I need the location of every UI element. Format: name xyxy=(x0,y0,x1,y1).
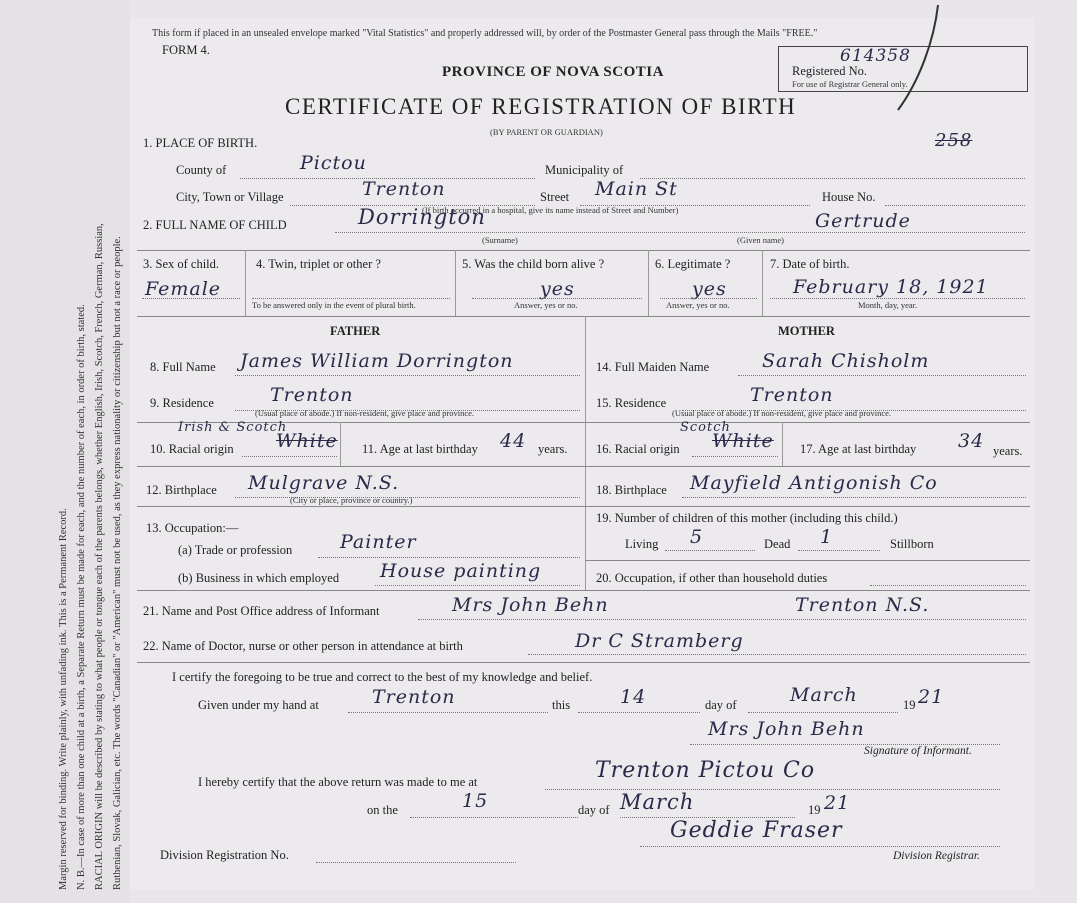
father-birthplace-label: 12. Birthplace xyxy=(146,483,217,497)
form-number: FORM 4. xyxy=(162,43,210,57)
municipality-label: Municipality of xyxy=(545,163,624,177)
mother-birthplace-label: 18. Birthplace xyxy=(596,483,667,497)
alive-label: 5. Was the child born alive ? xyxy=(462,257,605,271)
given-name-value: Gertrude xyxy=(815,210,911,232)
given-caption: (Given name) xyxy=(737,235,784,245)
mother-residence-note: (Usual place of abode.) If non-resident, give place and province. xyxy=(672,408,892,418)
father-residence-label: 9. Residence xyxy=(150,396,214,410)
registered-label: Registered No. xyxy=(792,64,867,78)
dead-label: Dead xyxy=(764,537,791,551)
full-name-label: 2. FULL NAME OF CHILD xyxy=(143,218,287,232)
certify-statement: I certify the foregoing to be true and correct to the best of my knowledge and belief. xyxy=(172,670,593,684)
given-at-value: Trenton xyxy=(372,686,456,708)
city-label: City, Town or Village xyxy=(176,190,284,204)
mother-race-label: 16. Racial origin xyxy=(596,442,680,456)
alive-value: yes xyxy=(540,278,575,300)
doctor-value: Dr C Stramberg xyxy=(575,630,744,652)
father-years: years. xyxy=(538,442,568,456)
made-at-value: Trenton Pictou Co xyxy=(595,758,816,783)
margin-note-1: N. B.—In case of more than one child at a birth, a Separate Return must be made for each, and the number of each, in order of birth, stated. xyxy=(76,304,87,890)
margin-note-0: Margin reserved for binding. Write plainly, with unfading ink. This is a Permanent Record. xyxy=(58,508,69,890)
on-day-of-label: day of xyxy=(578,803,610,817)
corner-number: 258 xyxy=(935,130,973,151)
surname-caption: (Surname) xyxy=(482,235,518,245)
day-value: 14 xyxy=(620,686,647,708)
county-value: Pictou xyxy=(300,152,367,174)
mother-birthplace-value: Mayfield Antigonish Co xyxy=(690,472,938,494)
registered-number: 614358 xyxy=(840,46,911,66)
trade-label: (a) Trade or profession xyxy=(178,543,293,557)
father-residence-value: Trenton xyxy=(270,384,354,406)
mother-age-label: 17. Age at last birthday xyxy=(800,442,917,456)
sex-value: Female xyxy=(145,278,222,300)
margin-note-3: Ruthenian, Slovak, Galician, etc. The words "Canadian" or "American" must not be used, as they express nationality or citizenship but not a race or people. xyxy=(112,236,123,890)
informant-address: Trenton N.S. xyxy=(795,594,930,616)
year-value: 21 xyxy=(918,686,945,708)
dob-note: Month, day, year. xyxy=(858,300,918,310)
on-year-prefix: 19 xyxy=(808,803,821,817)
doctor-label: 22. Name of Doctor, nurse or other person in attendance at birth xyxy=(143,639,463,653)
dob-label: 7. Date of birth. xyxy=(770,257,850,271)
mother-occupation-label: 20. Occupation, if other than household duties xyxy=(596,571,828,585)
father-race-value: Irish & Scotch xyxy=(178,420,288,435)
business-value: House painting xyxy=(380,560,542,582)
mother-age-value: 34 xyxy=(958,430,985,452)
certify2-statement: I hereby certify that the above return was made to me at xyxy=(198,775,478,789)
living-value: 5 xyxy=(690,526,704,548)
father-name-value: James William Dorrington xyxy=(240,350,514,372)
trade-value: Painter xyxy=(340,531,417,553)
occupation-label: 13. Occupation:— xyxy=(146,521,239,535)
registrar-note: For use of Registrar General only. xyxy=(792,79,908,89)
on-the-label: on the xyxy=(367,803,398,817)
legit-label: 6. Legitimate ? xyxy=(655,257,731,271)
business-label: (b) Business in which employed xyxy=(178,571,340,585)
father-race-label: 10. Racial origin xyxy=(150,442,234,456)
on-month-value: March xyxy=(620,790,695,814)
given-under-label: Given under my hand at xyxy=(198,698,319,712)
city-value: Trenton xyxy=(362,178,446,200)
month-value: March xyxy=(790,684,858,706)
dob-value: February 18, 1921 xyxy=(793,276,989,298)
province-title: PROVINCE OF NOVA SCOTIA xyxy=(442,64,664,80)
legit-note: Answer, yes or no. xyxy=(666,300,730,310)
page-title: CERTIFICATE OF REGISTRATION OF BIRTH xyxy=(285,94,797,119)
mail-note: This form if placed in an unsealed envelope marked "Vital Statistics" and properly addressed will, by order of the Postmaster General pass through the Mails "FREE." xyxy=(152,28,818,39)
mother-name-value: Sarah Chisholm xyxy=(762,350,930,372)
father-age-label: 11. Age at last birthday xyxy=(362,442,478,456)
division-registrar-caption: Division Registrar. xyxy=(893,850,980,862)
margin-note-2: RACIAL ORIGIN will be described by stating to what people or tongue each of the parents belongs, whether English, Irish, Scotch, French, German, Russian, xyxy=(94,223,105,890)
mother-years: years. xyxy=(993,444,1023,458)
father-birthplace-note: (City or place, province or country.) xyxy=(290,495,413,505)
informant-label: 21. Name and Post Office address of Informant xyxy=(143,604,380,618)
mother-residence-label: 15. Residence xyxy=(596,396,667,410)
father-heading: FATHER xyxy=(330,324,381,338)
signature-caption: Signature of Informant. xyxy=(864,745,972,757)
mother-name-label: 14. Full Maiden Name xyxy=(596,360,710,374)
sex-label: 3. Sex of child. xyxy=(143,257,220,271)
father-name-label: 8. Full Name xyxy=(150,360,216,374)
twin-label: 4. Twin, triplet or other ? xyxy=(256,257,381,271)
this-label: this xyxy=(552,698,571,712)
informant-signature: Mrs John Behn xyxy=(708,718,865,740)
mother-race-value: Scotch xyxy=(680,420,731,435)
binding-margin xyxy=(0,0,130,903)
father-age-value: 44 xyxy=(500,430,527,452)
surname-value: Dorrington xyxy=(358,205,486,229)
mother-residence-value: Trenton xyxy=(750,384,834,406)
division-reg-no-label: Division Registration No. xyxy=(160,848,289,862)
twin-note: To be answered only in the event of plural birth. xyxy=(252,300,416,310)
legit-value: yes xyxy=(692,278,727,300)
day-of-label: day of xyxy=(705,698,737,712)
pen-stroke-mark xyxy=(890,0,950,120)
living-label: Living xyxy=(625,537,659,551)
father-birthplace-value: Mulgrave N.S. xyxy=(248,472,400,494)
father-residence-note: (Usual place of abode.) If non-resident, give place and province. xyxy=(255,408,475,418)
street-value: Main St xyxy=(595,178,678,200)
on-year-value: 21 xyxy=(824,792,851,814)
year-prefix: 19 xyxy=(903,698,916,712)
mother-race-struck: White xyxy=(712,430,774,452)
house-label: House No. xyxy=(822,190,876,204)
mother-heading: MOTHER xyxy=(778,324,835,338)
place-of-birth-label: 1. PLACE OF BIRTH. xyxy=(143,136,258,150)
dead-value: 1 xyxy=(820,526,834,548)
informant-name: Mrs John Behn xyxy=(452,594,609,616)
on-day-value: 15 xyxy=(462,790,489,812)
street-label: Street xyxy=(540,190,570,204)
registrar-signature: Geddie Fraser xyxy=(670,818,843,843)
father-race-struck: White xyxy=(276,430,338,452)
subtitle: (BY PARENT OR GUARDIAN) xyxy=(490,127,603,137)
children-label: 19. Number of children of this mother (including this child.) xyxy=(596,511,898,525)
alive-note: Answer, yes or no. xyxy=(514,300,578,310)
hospital-note: (If birth occurred in a hospital, give its name instead of Street and Number) xyxy=(422,205,679,215)
stillborn-label: Stillborn xyxy=(890,537,934,551)
county-label: County of xyxy=(176,163,227,177)
